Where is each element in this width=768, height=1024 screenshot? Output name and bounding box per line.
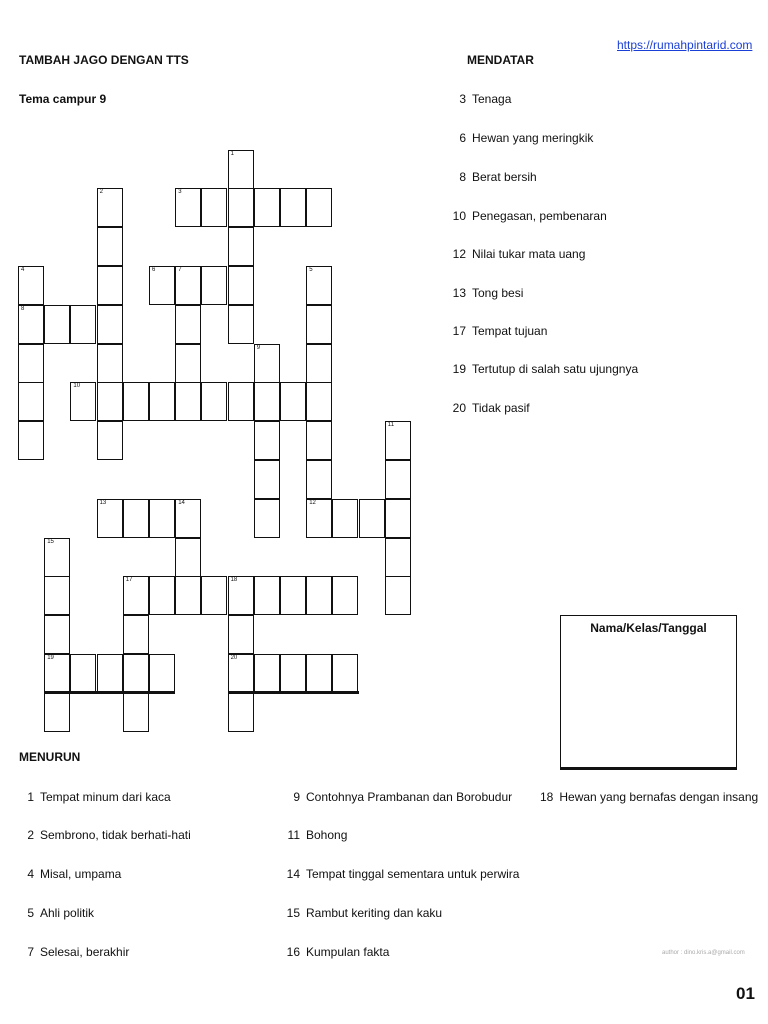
cell-number: 5: [309, 267, 313, 273]
cell-number: 9: [256, 344, 261, 351]
crossword-cell[interactable]: [18, 344, 44, 383]
crossword-cell[interactable]: [44, 305, 70, 344]
clue-across-17: 17 Tempat tujuan: [452, 324, 548, 338]
crossword-cell[interactable]: [175, 344, 201, 383]
crossword-cell[interactable]: [18, 266, 44, 305]
clue-across-10: 10 Penegasan, pembenaran: [452, 209, 607, 223]
crossword-cell[interactable]: [175, 382, 201, 421]
crossword-cell[interactable]: [97, 266, 123, 305]
crossword-cell[interactable]: [280, 188, 306, 227]
crossword-cell[interactable]: [97, 305, 123, 344]
crossword-cell[interactable]: [44, 615, 70, 654]
crossword-cell[interactable]: [385, 538, 411, 577]
crossword-cell[interactable]: [175, 538, 201, 577]
crossword-cell[interactable]: [44, 654, 70, 693]
cell-number: 4: [21, 267, 25, 273]
cell-number: 19: [47, 655, 54, 661]
crossword-cell[interactable]: [306, 654, 332, 693]
crossword-cell[interactable]: [228, 305, 254, 344]
crossword-cell[interactable]: [332, 654, 358, 693]
crossword-cell[interactable]: [228, 382, 254, 421]
crossword-cell[interactable]: [254, 499, 280, 538]
cell-number: 13: [99, 499, 107, 506]
clue-down-4: 4 Misal, umpama: [27, 867, 122, 881]
mendatar-heading: MENDATAR: [467, 53, 534, 67]
crossword-cell[interactable]: [44, 576, 70, 615]
crossword-cell[interactable]: [254, 460, 280, 499]
page-title: TAMBAH JAGO DENGAN TTS: [19, 53, 189, 67]
clue-down-5: 5 Ahli politik: [27, 906, 95, 920]
crossword-cell[interactable]: [385, 499, 411, 538]
crossword-cell[interactable]: [228, 150, 254, 189]
clue-across-3: 3 Tenaga: [459, 92, 512, 106]
crossword-cell[interactable]: [149, 266, 175, 305]
clue-across-12: 12 Nilai tukar mata uang: [452, 247, 586, 261]
crossword-cell[interactable]: [97, 344, 123, 383]
crossword-cell[interactable]: [123, 615, 149, 654]
author-credit: author : dino.kris.a@gmail.com: [662, 950, 745, 956]
cell-number: 18: [230, 577, 238, 584]
cell-number: 1: [230, 150, 234, 157]
crossword-cell[interactable]: [228, 615, 254, 654]
crossword-cell[interactable]: [97, 421, 123, 460]
crossword-cell[interactable]: [306, 499, 332, 538]
clue-down-15: 15 Rambut keriting dan kaku: [286, 906, 443, 920]
clue-down-14: 14 Tempat tinggal sementara untuk perwira: [286, 867, 520, 881]
crossword-cell[interactable]: [228, 266, 254, 305]
crossword-cell[interactable]: [306, 188, 332, 227]
crossword-cell[interactable]: [306, 576, 332, 615]
crossword-cell[interactable]: [175, 266, 201, 305]
crossword-cell[interactable]: [306, 460, 332, 499]
crossword-cell[interactable]: [97, 654, 123, 693]
crossword-cell[interactable]: [149, 499, 175, 538]
cell-number: 10: [73, 383, 81, 390]
cell-number: 8: [21, 305, 25, 312]
crossword-cell[interactable]: [254, 576, 280, 615]
crossword-cell[interactable]: [149, 576, 175, 615]
crossword-cell[interactable]: [123, 693, 149, 732]
crossword-cell[interactable]: [306, 305, 332, 344]
clue-across-8: 8 Berat bersih: [459, 170, 537, 184]
crossword-cell[interactable]: [254, 188, 280, 227]
crossword-cell[interactable]: [97, 382, 123, 421]
crossword-cell[interactable]: [306, 344, 332, 383]
crossword-cell[interactable]: [385, 460, 411, 499]
crossword-cell[interactable]: [123, 499, 149, 538]
crossword-cell[interactable]: [254, 382, 280, 421]
clue-down-9: 9 Contohnya Prambanan dan Borobudur: [293, 790, 513, 804]
crossword-cell[interactable]: [332, 576, 358, 615]
crossword-cell[interactable]: [18, 421, 44, 460]
crossword-cell[interactable]: [44, 538, 70, 577]
cell-number: 11: [387, 422, 395, 429]
cell-number: 20: [230, 655, 238, 661]
cell-number: 3: [178, 189, 182, 196]
crossword-cell[interactable]: [97, 499, 123, 538]
crossword-cell[interactable]: [306, 421, 332, 460]
crossword-cell[interactable]: [359, 499, 385, 538]
crossword-cell[interactable]: [18, 382, 44, 421]
cell-number: 15: [47, 538, 54, 545]
crossword-cell[interactable]: [385, 421, 411, 460]
cell-number: 7: [178, 267, 182, 273]
crossword-cell[interactable]: [70, 305, 96, 344]
crossword-cell[interactable]: [149, 654, 175, 693]
crossword-cell[interactable]: [228, 227, 254, 266]
crossword-cell[interactable]: [228, 188, 254, 227]
crossword-cell[interactable]: [97, 188, 123, 227]
crossword-cell[interactable]: [254, 654, 280, 693]
crossword-cell[interactable]: [332, 499, 358, 538]
crossword-cell[interactable]: [149, 382, 175, 421]
crossword-cell[interactable]: [201, 576, 227, 615]
crossword-cell[interactable]: [280, 654, 306, 693]
crossword-cell[interactable]: [228, 654, 254, 693]
cell-number: 6: [152, 267, 156, 273]
crossword-cell[interactable]: [175, 305, 201, 344]
crossword-cell[interactable]: [228, 576, 254, 615]
clue-down-16: 16 Kumpulan fakta: [286, 945, 390, 959]
crossword-cell[interactable]: [123, 654, 149, 693]
grid-rule: [44, 691, 175, 694]
name-box-title: Nama/Kelas/Tanggal: [590, 621, 707, 635]
cell-number: 12: [309, 499, 316, 506]
page-subtitle: Tema campur 9: [19, 92, 107, 106]
clue-across-20: 20 Tidak pasif: [452, 401, 530, 415]
cell-number: 17: [125, 577, 133, 584]
crossword-cell[interactable]: [123, 576, 149, 615]
crossword-cell[interactable]: [18, 305, 44, 344]
crossword-cell[interactable]: [44, 693, 70, 732]
crossword-cell[interactable]: [280, 382, 306, 421]
grid-rule: [228, 691, 359, 694]
crossword-cell[interactable]: [97, 227, 123, 266]
crossword-cell[interactable]: [201, 382, 227, 421]
clue-down-1: 1 Tempat minum dari kaca: [27, 790, 171, 804]
clue-across-13: 13 Tong besi: [452, 286, 524, 300]
crossword-cell[interactable]: [175, 188, 201, 227]
crossword-cell[interactable]: [254, 344, 280, 383]
crossword-cell[interactable]: [123, 382, 149, 421]
cell-number: 2: [99, 189, 103, 196]
clue-down-7: 7 Selesai, berakhir: [27, 945, 130, 959]
page-number: 01: [736, 984, 755, 1003]
menurun-heading: MENURUN: [19, 750, 81, 764]
crossword-cell[interactable]: [254, 421, 280, 460]
clue-across-19: 19 Tertutup di salah satu ujungnya: [452, 362, 639, 376]
crossword-cell[interactable]: [228, 693, 254, 732]
crossword-cell[interactable]: [201, 266, 227, 305]
crossword-cell[interactable]: [385, 576, 411, 615]
crossword-cell[interactable]: [175, 576, 201, 615]
crossword-cell[interactable]: [70, 654, 96, 693]
clue-down-18: 18 Hewan yang bernafas dengan insang: [540, 790, 759, 804]
crossword-cell[interactable]: [70, 382, 96, 421]
clue-down-2: 2 Sembrono, tidak berhati-hati: [27, 828, 191, 842]
crossword-cell[interactable]: [280, 576, 306, 615]
cell-number: 14: [178, 499, 185, 506]
clue-down-11: 11 Bohong: [287, 828, 348, 842]
crossword-cell[interactable]: [306, 382, 332, 421]
crossword-cell[interactable]: [201, 188, 227, 227]
crossword-cell[interactable]: [306, 266, 332, 305]
crossword-cell[interactable]: [175, 499, 201, 538]
website-link[interactable]: https://rumahpintarid.com: [617, 38, 753, 52]
clue-across-6: 6 Hewan yang meringkik: [459, 131, 594, 145]
